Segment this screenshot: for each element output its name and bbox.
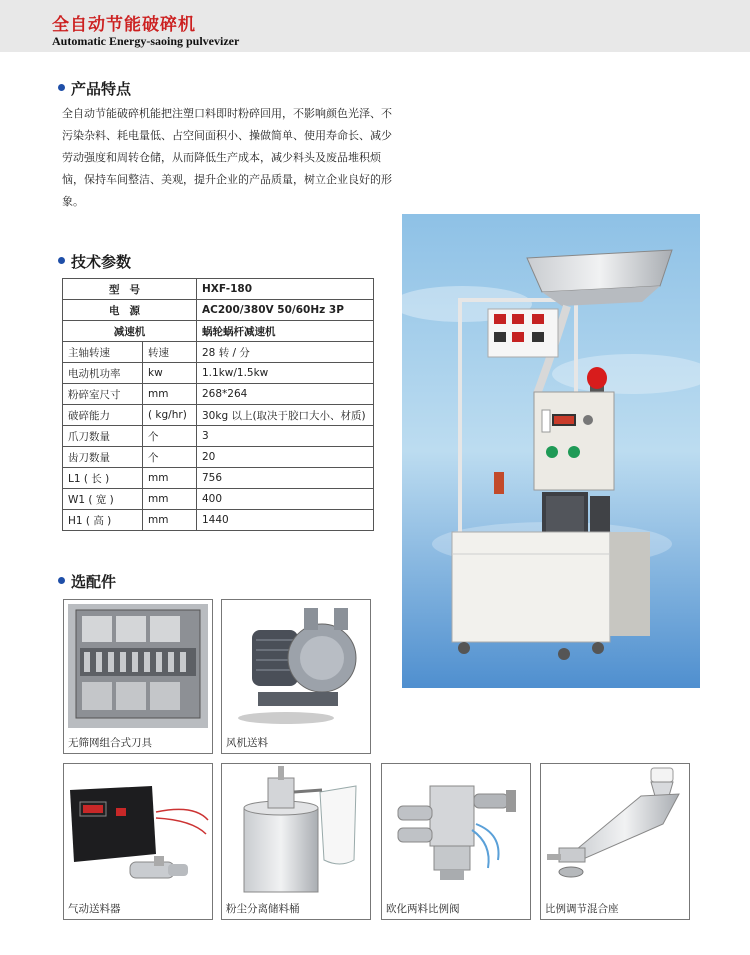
table-row: 破碎能力 ( kg/hr) 30kg 以上(取决于胶口大小、材质) bbox=[63, 405, 374, 426]
bullet-icon bbox=[58, 84, 65, 91]
options-heading: 选配件 bbox=[58, 571, 116, 592]
pulverizer-machine-icon bbox=[402, 214, 700, 688]
option-caption: 无筛网组合式刀具 bbox=[68, 737, 152, 749]
option-caption: 风机送料 bbox=[226, 737, 268, 749]
page-header bbox=[0, 0, 750, 52]
table-row: L1 ( 长 ) mm 756 bbox=[63, 468, 374, 489]
table-row: 电动机功率 kw 1.1kw/1.5kw bbox=[63, 363, 374, 384]
option-caption: 气动送料器 bbox=[68, 903, 121, 915]
table-row: H1 ( 高 ) mm 1440 bbox=[63, 510, 374, 531]
blade-assembly-icon bbox=[64, 600, 212, 730]
option-card bbox=[381, 763, 531, 920]
table-row: 粉碎室尺寸 mm 268*264 bbox=[63, 384, 374, 405]
table-row: 减速机 蜗轮蜗杆减速机 bbox=[63, 321, 374, 342]
proportional-valve-icon bbox=[382, 764, 530, 899]
table-row: 型号 HXF-180 bbox=[63, 279, 374, 300]
specs-heading: 技术参数 bbox=[58, 251, 131, 272]
option-caption: 欧化两料比例阀 bbox=[386, 903, 460, 915]
option-card bbox=[540, 763, 690, 920]
blower-fan-icon bbox=[222, 600, 370, 730]
table-row: 主轴转速 转速 28 转 / 分 bbox=[63, 342, 374, 363]
option-caption: 比例调节混合座 bbox=[545, 903, 619, 915]
features-heading: 产品特点 bbox=[58, 78, 131, 99]
page-subtitle: Automatic Energy-saoing pulvevizer bbox=[52, 34, 240, 48]
table-row: W1 ( 宽 ) mm 400 bbox=[63, 489, 374, 510]
table-row: 齿刀数量 个 20 bbox=[63, 447, 374, 468]
pneumatic-feeder-icon bbox=[64, 764, 212, 899]
product-photo bbox=[402, 214, 700, 688]
bullet-icon bbox=[58, 257, 65, 264]
option-card bbox=[221, 763, 371, 920]
table-row: 爪刀数量 个 3 bbox=[63, 426, 374, 447]
dust-separator-bucket-icon bbox=[222, 764, 370, 899]
bullet-icon bbox=[58, 577, 65, 584]
features-text: 全自动节能破碎机能把注塑口料即时粉碎回用，不影响颜色光泽、不污染杂料、耗电量低、占空间面积小、操做简单、使用寿命长、减少劳动强度和周转仓储，从而降低生产成本，减少料头及废品堆积烦恼，保持车间整洁、美观，提升企业的产品质量，树立企业良好的形象。 bbox=[62, 107, 392, 208]
spec-table bbox=[62, 278, 374, 531]
option-card bbox=[63, 599, 213, 754]
option-card bbox=[63, 763, 213, 920]
page-title: 全自动节能破碎机 bbox=[52, 15, 196, 35]
option-card bbox=[221, 599, 371, 754]
table-row: 电源 AC200/380V 50/60Hz 3P bbox=[63, 300, 374, 321]
option-caption: 粉尘分离储料桶 bbox=[226, 903, 300, 915]
mixing-base-icon bbox=[541, 764, 689, 899]
